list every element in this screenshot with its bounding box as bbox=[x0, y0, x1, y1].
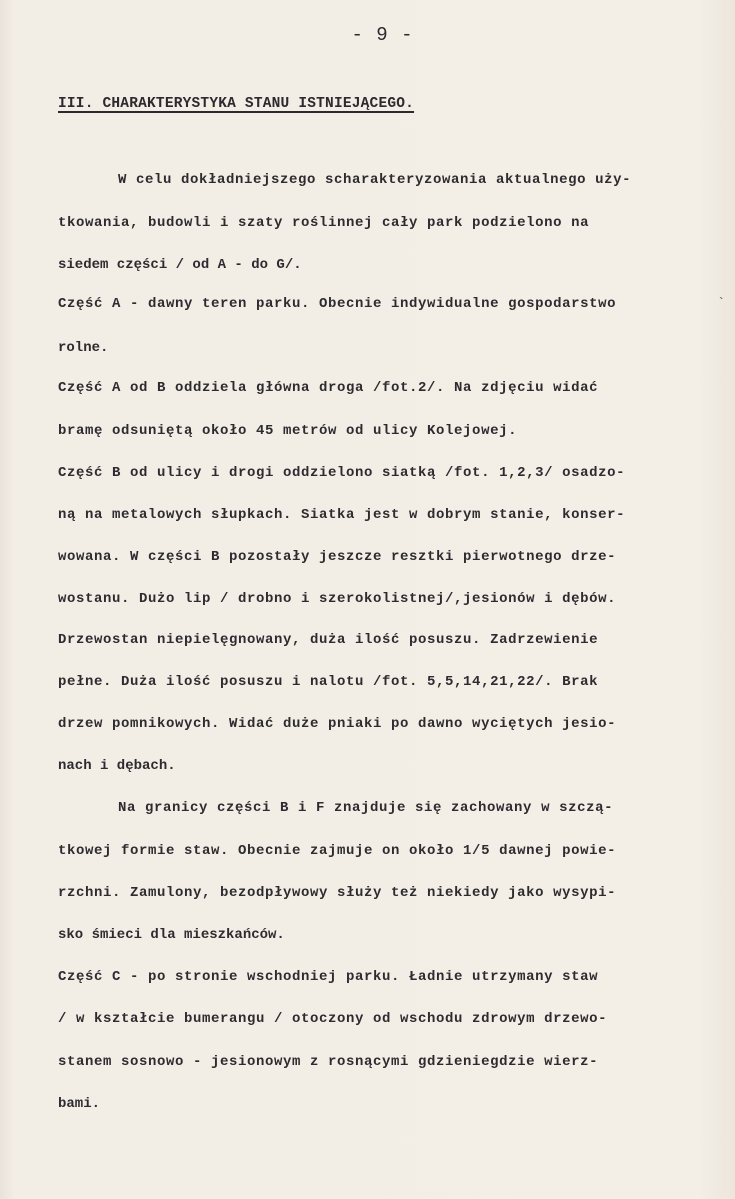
text-line: Część A - dawny teren parku. Obecnie indywidualne gospodarstwo bbox=[58, 296, 617, 312]
text-line: drzew pomnikowych. Widać duże pniaki po dawno wyciętych jesio- bbox=[58, 716, 617, 732]
text-line: stanem sosnowo - jesionowym z rosnącymi gdzieniegdzie wierz- bbox=[58, 1054, 599, 1070]
text-line: Drzewostan niepielęgnowany, duża ilość posuszu. Zadrzewienie bbox=[58, 632, 599, 648]
text-line: siedem części / od A - do G/. bbox=[58, 257, 302, 273]
text-line: Część B od ulicy i drogi oddzielono siatką /fot. 1,2,3/ osadzo- bbox=[58, 465, 626, 481]
text-line: Na granicy części B i F znajduje się zachowany w szczą- bbox=[118, 800, 614, 816]
text-line: Część A od B oddziela główna droga /fot.2/. Na zdjęciu widać bbox=[58, 380, 599, 396]
text-line: wowana. W części B pozostały jeszcze resztki pierwotnego drze- bbox=[58, 549, 617, 565]
text-line: / w kształcie bumerangu / otoczony od wschodu zdrowym drzewo- bbox=[58, 1011, 608, 1027]
text-line: ną na metalowych słupkach. Siatka jest w dobrym stanie, konser- bbox=[58, 507, 626, 523]
text-line: nach i dębach. bbox=[58, 758, 176, 774]
text-line: W celu dokładniejszego scharakteryzowania aktualnego uży- bbox=[118, 172, 632, 188]
page-number: - 9 - bbox=[351, 24, 414, 46]
text-line: pełne. Duża ilość posuszu i nalotu /fot. 5,5,14,21,22/. Brak bbox=[58, 674, 599, 690]
text-line: bami. bbox=[58, 1096, 101, 1112]
text-line: tkowej formie staw. Obecnie zajmuje on około 1/5 dawnej powie- bbox=[58, 843, 617, 859]
text-line: Część C - po stronie wschodniej parku. Ładnie utrzymany staw bbox=[58, 969, 599, 985]
margin-mark: ` bbox=[717, 296, 726, 312]
text-line: rolne. bbox=[58, 340, 109, 356]
text-line: rzchni. Zamulony, bezodpływowy służy też niekiedy jako wysypi- bbox=[58, 885, 617, 901]
section-heading: III. CHARAKTERYSTYKA STANU ISTNIEJĄCEGO. bbox=[58, 96, 415, 112]
text-line: sko śmieci dla mieszkańców. bbox=[58, 927, 285, 943]
text-line: wostanu. Dużo lip / drobno i szerokolistnej/,jesionów i dębów. bbox=[58, 591, 617, 607]
text-line: bramę odsuniętą około 45 metrów od ulicy Kolejowej. bbox=[58, 423, 518, 439]
text-line: tkowania, budowli i szaty roślinnej cały park podzielono na bbox=[58, 215, 590, 231]
